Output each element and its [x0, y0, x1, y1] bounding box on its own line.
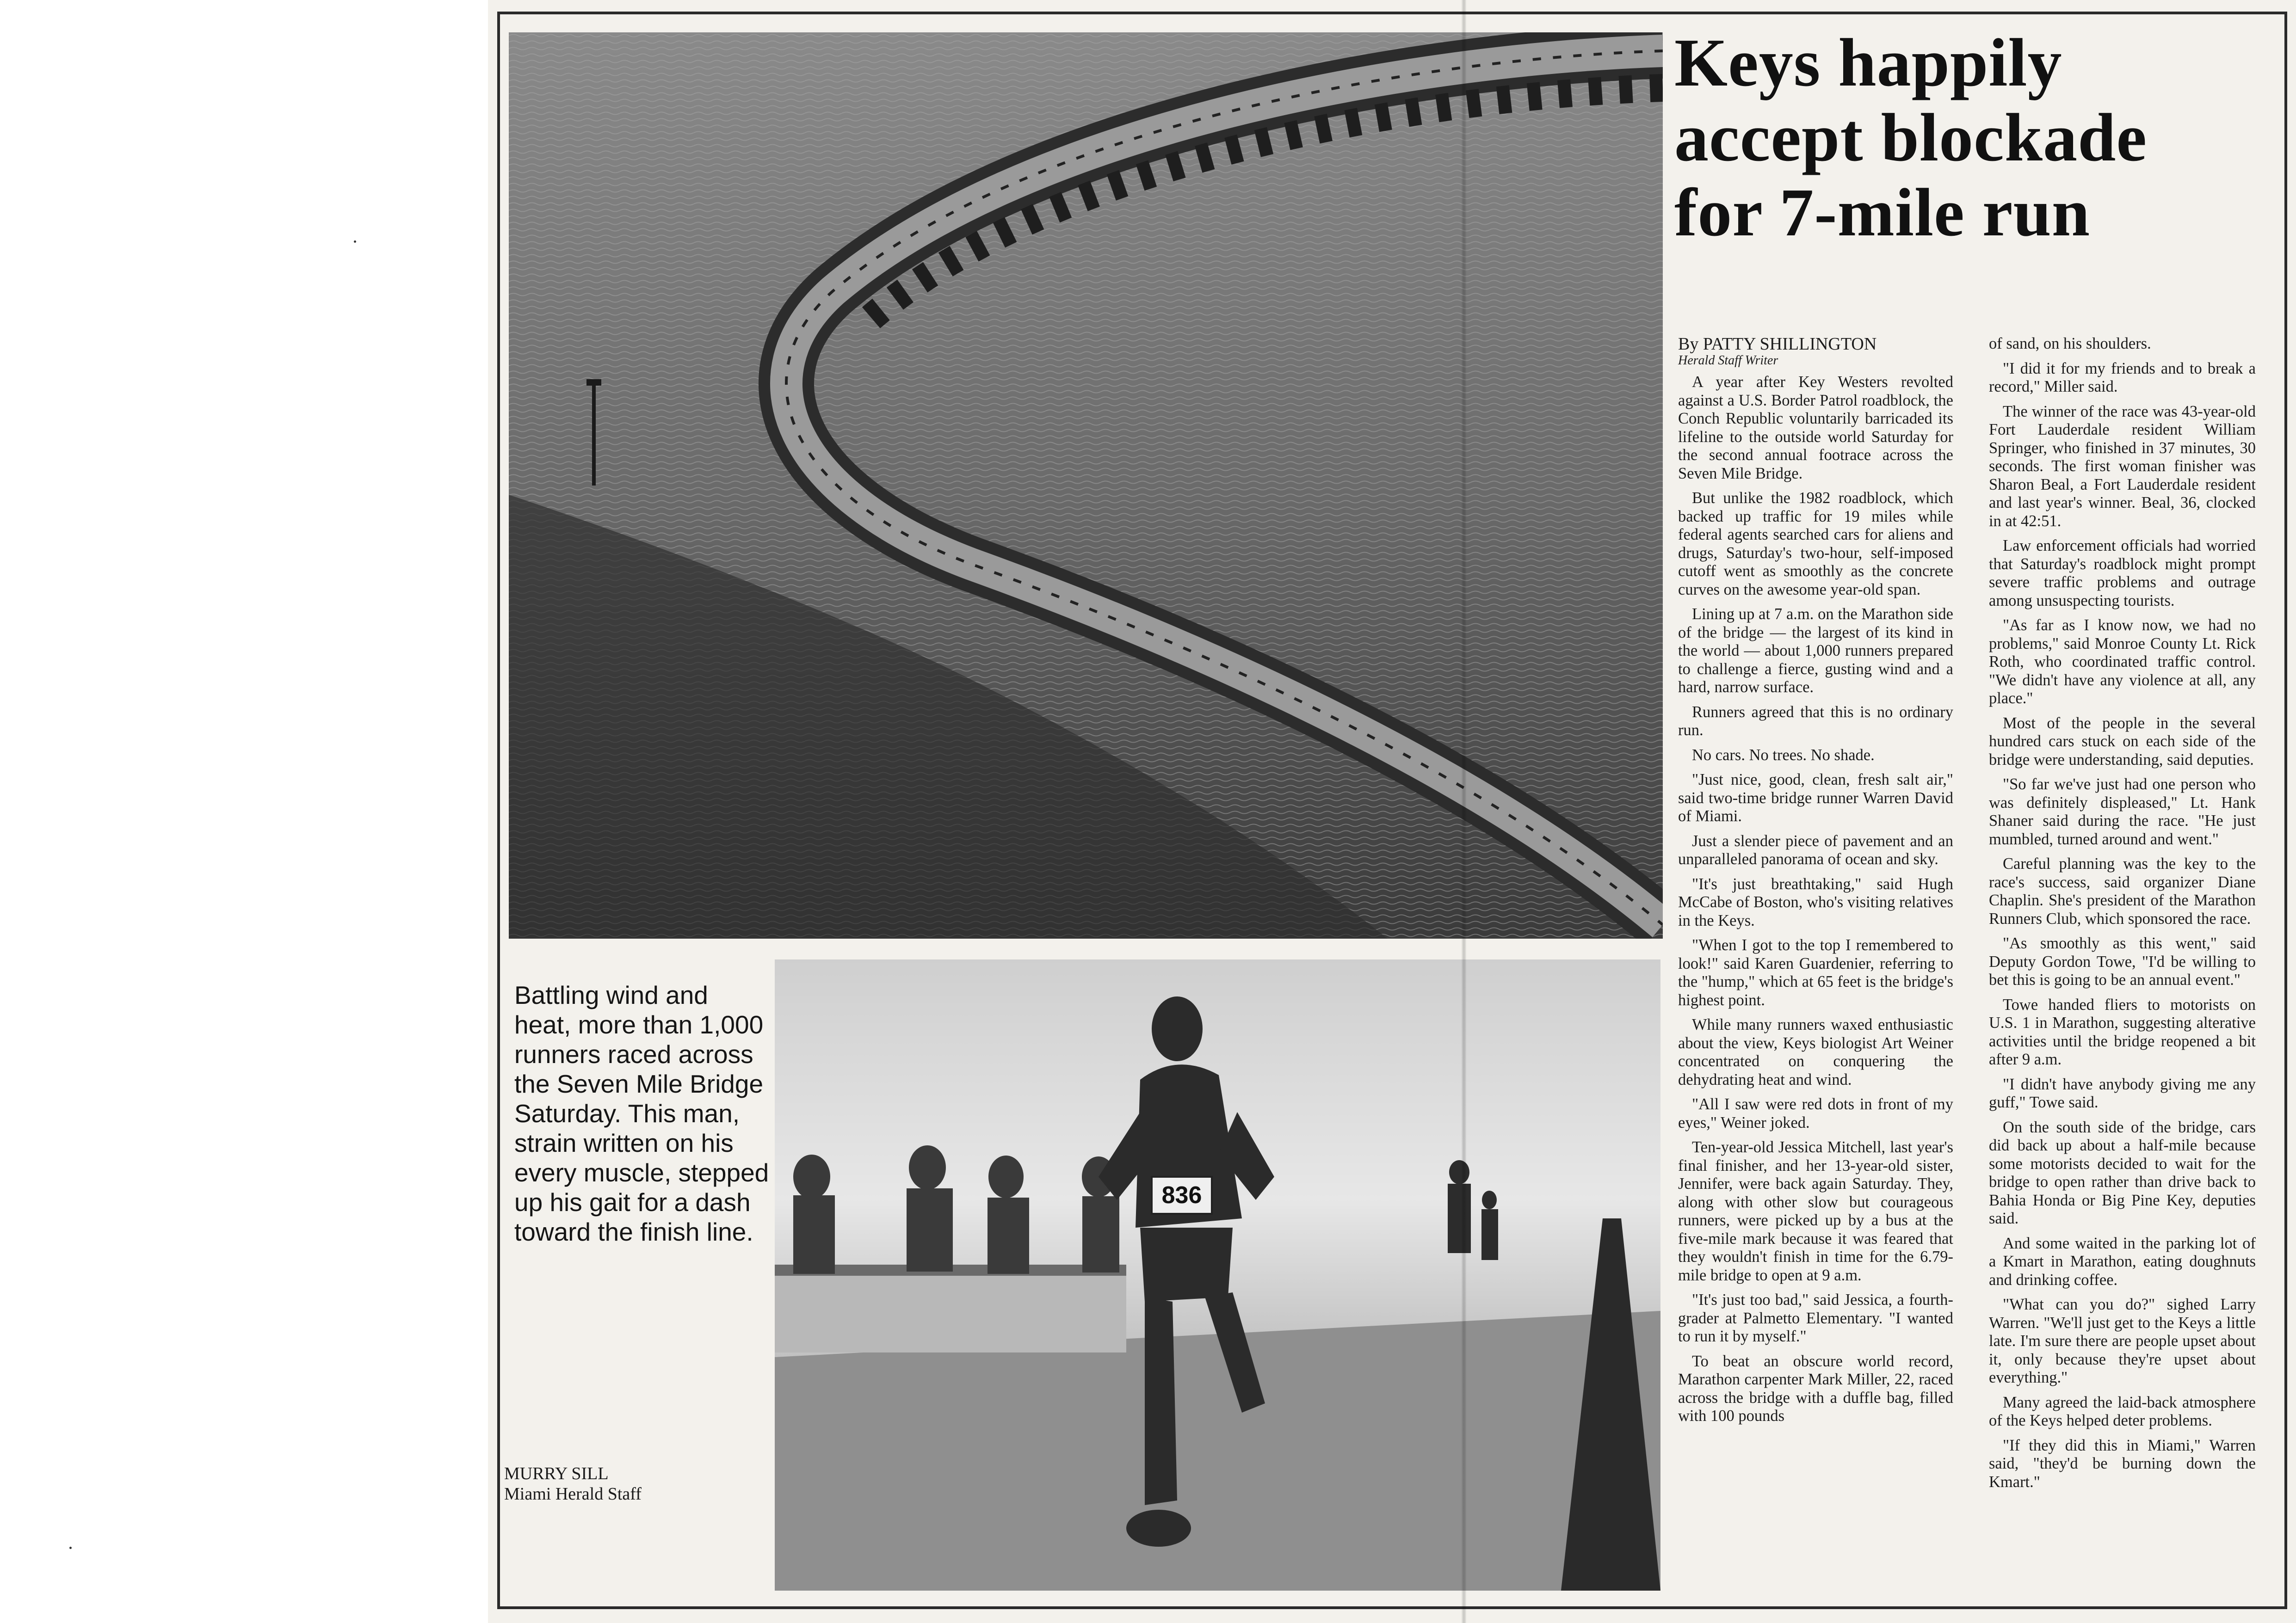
paragraph: Careful planning was the key to the race's success, said organizer Diane Chaplin. She's president of the Marathon Runners Club, which sponsored the race. — [1989, 855, 2256, 928]
photographer-name: MURRY SILL — [504, 1464, 609, 1483]
paragraph: "It's just too bad," said Jessica, a fourth-grader at Palmetto Elementary. "I wanted to run it by myself." — [1678, 1291, 1953, 1345]
paragraph: Ten-year-old Jessica Mitchell, last year's final finisher, and her 13-year-old sister, Jennifer, were back again Saturday. They, along with other slow but courageous runners, were picked up by a bus at the five-mile mark because it was feared that they wouldn't finish in time for the 6.79-mile bridge to open at 9 a.m. — [1678, 1138, 1953, 1284]
paragraph: Many agreed the laid-back atmosphere of the Keys helped deter problems. — [1989, 1393, 2256, 1429]
photo-credit — [504, 1463, 642, 1504]
byline — [1678, 335, 1876, 368]
bridge-aerial-photo — [509, 32, 1663, 939]
paragraph: A year after Key Westers revolted against a U.S. Border Patrol roadblock, the Conch Republic voluntarily barricaded its lifeline to the outside world Saturday for the second annual footrace across the Seven Mile Bridge. — [1678, 373, 1953, 482]
paragraph: Runners agreed that this is no ordinary run. — [1678, 703, 1953, 739]
byline-name: By PATTY SHILLINGTON — [1678, 334, 1877, 354]
headline — [1674, 25, 2276, 250]
paragraph: No cars. No trees. No shade. — [1692, 746, 1875, 764]
paragraph: Lining up at 7 a.m. on the Marathon side of the bridge — the largest of its kind in the world — about 1,000 runners prepared to challenge a fierce, gusting wind and a hard, narrow surface. — [1678, 605, 1953, 696]
speck — [69, 1547, 72, 1549]
article-column-1 — [1678, 373, 1953, 1432]
paragraph: On the south side of the bridge, cars did back up about a half-mile because some motorists decided to wait for the bridge to open rather than drive back to Bahia Honda or Big Pine Key, deputies said. — [1989, 1118, 2256, 1227]
paragraph: "When I got to the top I remembered to look!" said Karen Guardenier, referring to the "hump," which at 65 feet is the bridge's highest point. — [1678, 936, 1953, 1009]
paragraph: of sand, on his shoulders. — [1989, 335, 2151, 352]
photographer-org: Miami Herald Staff — [504, 1484, 642, 1504]
paragraph: Towe handed fliers to motorists on U.S. 1 in Marathon, suggesting alterative activities until the bridge reopened a bit after 9 a.m. — [1989, 996, 2256, 1068]
paper-fold — [1462, 0, 1466, 1623]
paragraph: To beat an obscure world record, Marathon carpenter Mark Miller, 22, raced across the bridge with a duffle bag, filled with 100 pounds — [1678, 1352, 1953, 1425]
bridge-illustration — [509, 32, 1663, 939]
runner-illustration — [775, 959, 1660, 1591]
speck — [354, 240, 356, 243]
runner-photo — [775, 959, 1660, 1591]
paragraph: "So far we've just had one person who was definitely displeased," Lt. Hank Shaner said during the race. "He just mumbled, turned around and went." — [1989, 775, 2256, 848]
headline-line: accept blockade — [1674, 100, 2148, 176]
paragraph: "What can you do?" sighed Larry Warren. "We'll just get to the Keys a little late. I'm sure there are people upset about it, only because they're upset about everything." — [1989, 1296, 2256, 1386]
bib-number: 836 — [1161, 1182, 1202, 1209]
paragraph: "If they did this in Miami," Warren said, "they'd be burning down the Kmart." — [1989, 1436, 2256, 1491]
paragraph: But unlike the 1982 roadblock, which backed up traffic for 19 miles while federal agents searched cars for aliens and drugs, Saturday's two-hour, self-imposed cutoff went as smoothly as the concrete curves on the awesome year-old span. — [1678, 489, 1953, 598]
paragraph: "All I saw were red dots in front of my eyes," Weiner joked. — [1678, 1095, 1953, 1131]
paragraph: "I didn't have anybody giving me any guff," Towe said. — [1989, 1075, 2256, 1111]
paragraph: "It's just breathtaking," said Hugh McCabe of Boston, who's visiting relatives in the Keys. — [1678, 875, 1953, 929]
paragraph: "Just nice, good, clean, fresh salt air," said two-time bridge runner Warren David of Miami. — [1678, 771, 1953, 825]
paragraph: The winner of the race was 43-year-old Fort Lauderdale resident William Springer, who finished in 37 minutes, 30 seconds. The first woman finisher was Sharon Beal, a Fort Lauderdale resident and last year's winner. Beal, 36, clocked in at 42:51. — [1989, 402, 2256, 530]
byline-role: Herald Staff Writer — [1678, 353, 1778, 368]
paragraph: "As smoothly as this went," said Deputy Gordon Towe, "I'd be willing to bet this is going to be an annual event." — [1989, 934, 2256, 989]
paragraph: While many runners waxed enthusiastic about the view, Keys biologist Art Weiner concentrated on conquering the dehydrating heat and wind. — [1678, 1016, 1953, 1088]
paragraph: "I did it for my friends and to break a record," Miller said. — [1989, 359, 2256, 395]
paragraph: Just a slender piece of pavement and an unparalleled panorama of ocean and sky. — [1678, 832, 1953, 868]
paragraph: "As far as I know now, we had no problems," said Monroe County Lt. Rick Roth, who coordinated traffic control. "We didn't have any violence at all, any place." — [1989, 616, 2256, 707]
paragraph: And some waited in the parking lot of a Kmart in Marathon, eating doughnuts and drinking coffee. — [1989, 1234, 2256, 1289]
paragraph: Most of the people in the several hundred cars stuck on each side of the bridge were understanding, said deputies. — [1989, 714, 2256, 768]
headline-line: Keys happily — [1674, 25, 2062, 101]
photo-caption: Battling wind and heat, more than 1,000 runners raced across the Seven Mile Bridge Saturday. This man, strain written on his every muscle, stepped up his gait for a dash toward the finish line. — [514, 981, 769, 1246]
paragraph: Law enforcement officials had worried that Saturday's roadblock might prompt severe traffic problems and outrage among unsuspecting tourists. — [1989, 537, 2256, 609]
headline-line: for 7-mile run — [1674, 175, 2091, 251]
article-column-2 — [1989, 335, 2256, 1498]
